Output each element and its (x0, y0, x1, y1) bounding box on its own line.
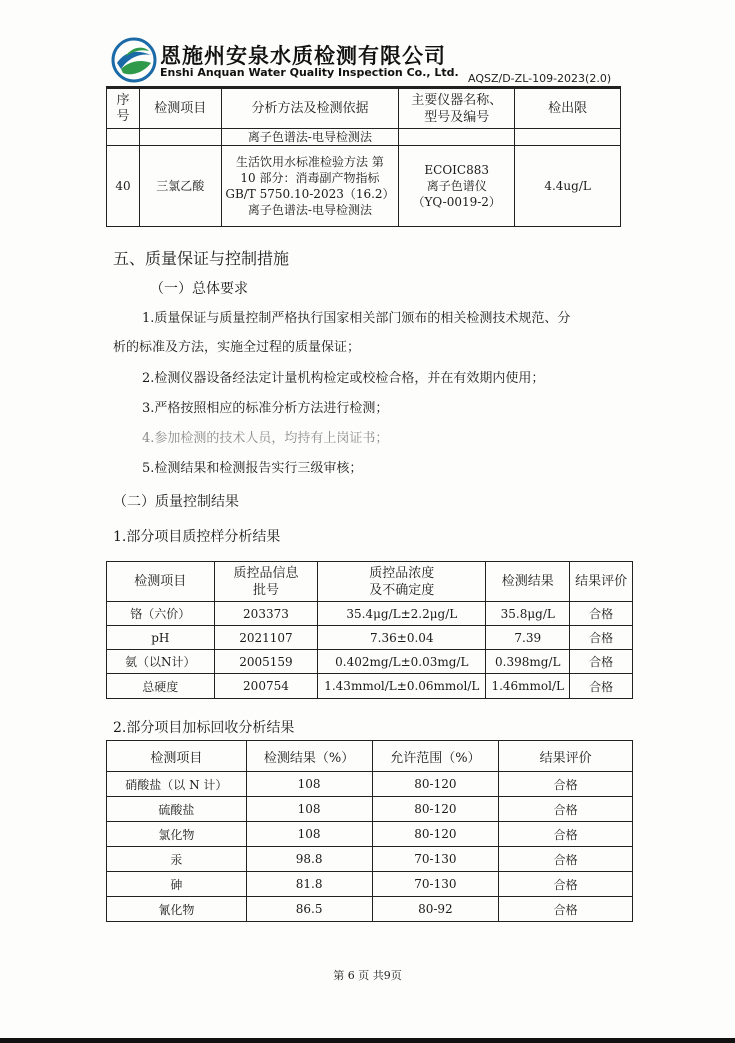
paragraph-line: 5.检测结果和检测报告实行三级审核； (142, 461, 363, 476)
table-caption: 1.部分项目质控样分析结果 (113, 529, 281, 545)
header-cell: 检测项目 (139, 89, 221, 129)
qc-header-row (107, 562, 633, 602)
table-row (107, 129, 621, 146)
paragraph-line: 2.检测仪器设备经法定计量机构检定或校检合格，并在有效期内使用； (142, 371, 545, 386)
table-row: 氨（以N计） 2005159 0.402mg/L±0.03mg/L 0.398mg/L 合格 (107, 650, 633, 674)
table-row: 氰化物 86.5 80-92 合格 (107, 897, 633, 922)
table-row: 硫酸盐 108 80-120 合格 (107, 797, 633, 822)
section-title: 五、质量保证与控制措施 (113, 249, 290, 268)
method-cell: 生活饮用水标准检验方法 第 10 部分：消毒副产物指标 GB/T 5750.10-2023（16.2） 离子色谱法-电导检测法 (221, 146, 399, 227)
header-cell: 检测项目 (107, 741, 247, 772)
header-cell: 检测项目 (107, 562, 215, 602)
header-cell: 主要仪器名称、型号及编号 (399, 89, 515, 129)
paragraph-line: 1.质量保证与质量控制严格执行国家相关部门颁布的相关检测技术规范、分 (142, 311, 571, 326)
header-cell: 结果评价 (570, 562, 633, 602)
company-logo-icon (111, 37, 157, 83)
table-caption: 2.部分项目加标回收分析结果 (113, 720, 295, 736)
table-row: 汞 98.8 70-130 合格 (107, 847, 633, 872)
recovery-table (106, 740, 633, 922)
paragraph-line: 析的标准及方法，实施全过程的质量保证； (113, 340, 361, 355)
table-row: 硝酸盐（以 N 计） 108 80-120 合格 (107, 772, 633, 797)
limit-cell: 4.4ug/L (515, 146, 621, 227)
header-cell: 序号 (107, 89, 140, 129)
paragraph-line: 3.严格按照相应的标准分析方法进行检测； (142, 401, 389, 416)
header-cell: 分析方法及检测依据 (221, 89, 399, 129)
item-cell: 三氯乙酸 (139, 146, 221, 227)
header-cell: 检测结果 (486, 562, 570, 602)
paragraph-line: 4.参加检测的技术人员，均持有上岗证书； (142, 431, 389, 446)
header-cell: 检出限 (515, 89, 621, 129)
table-row: 氯化物 108 80-120 合格 (107, 822, 633, 847)
header-cell: 质控品浓度 及不确定度 (318, 562, 486, 602)
table-row: 总硬度 200754 1.43mmol/L±0.06mmol/L 1.46mmol/L 合格 (107, 674, 633, 699)
company-name-en: Enshi Anquan Water Quality Inspection Co., Ltd. (160, 66, 459, 79)
table-row: 铬（六价） 203373 35.4μg/L±2.2μg/L 35.8μg/L 合格 (107, 602, 633, 626)
row-number: 40 (107, 146, 140, 227)
table-row: pH 2021107 7.36±0.04 7.39 合格 (107, 626, 633, 650)
header-cell: 质控品信息 批号 (214, 562, 318, 602)
company-name-cn: 恩施州安泉水质检测有限公司 (160, 43, 446, 68)
method-cell: 离子色谱法-电导检测法 (221, 129, 399, 146)
header-cell: 允许范围（%） (372, 741, 499, 772)
subsection-title: （二）质量控制结果 (113, 494, 239, 510)
subsection-title: （一）总体要求 (150, 281, 248, 297)
method-table (106, 88, 621, 227)
method-header-row (107, 89, 621, 129)
table-row: 砷 81.8 70-130 合格 (107, 872, 633, 897)
page-number: 第 6 页 共9页 (333, 969, 402, 982)
table-row (107, 146, 621, 227)
header-cell: 检测结果（%） (246, 741, 372, 772)
document-code: AQSZ/D-ZL-109-2023(2.0) (468, 72, 612, 85)
header-cell: 结果评价 (499, 741, 633, 772)
instrument-cell: ECOIC883 离子色谱仪 （YQ-0019-2） (399, 146, 515, 227)
qc-table (106, 561, 633, 699)
scan-edge (0, 1038, 735, 1043)
recovery-header-row (107, 741, 633, 772)
